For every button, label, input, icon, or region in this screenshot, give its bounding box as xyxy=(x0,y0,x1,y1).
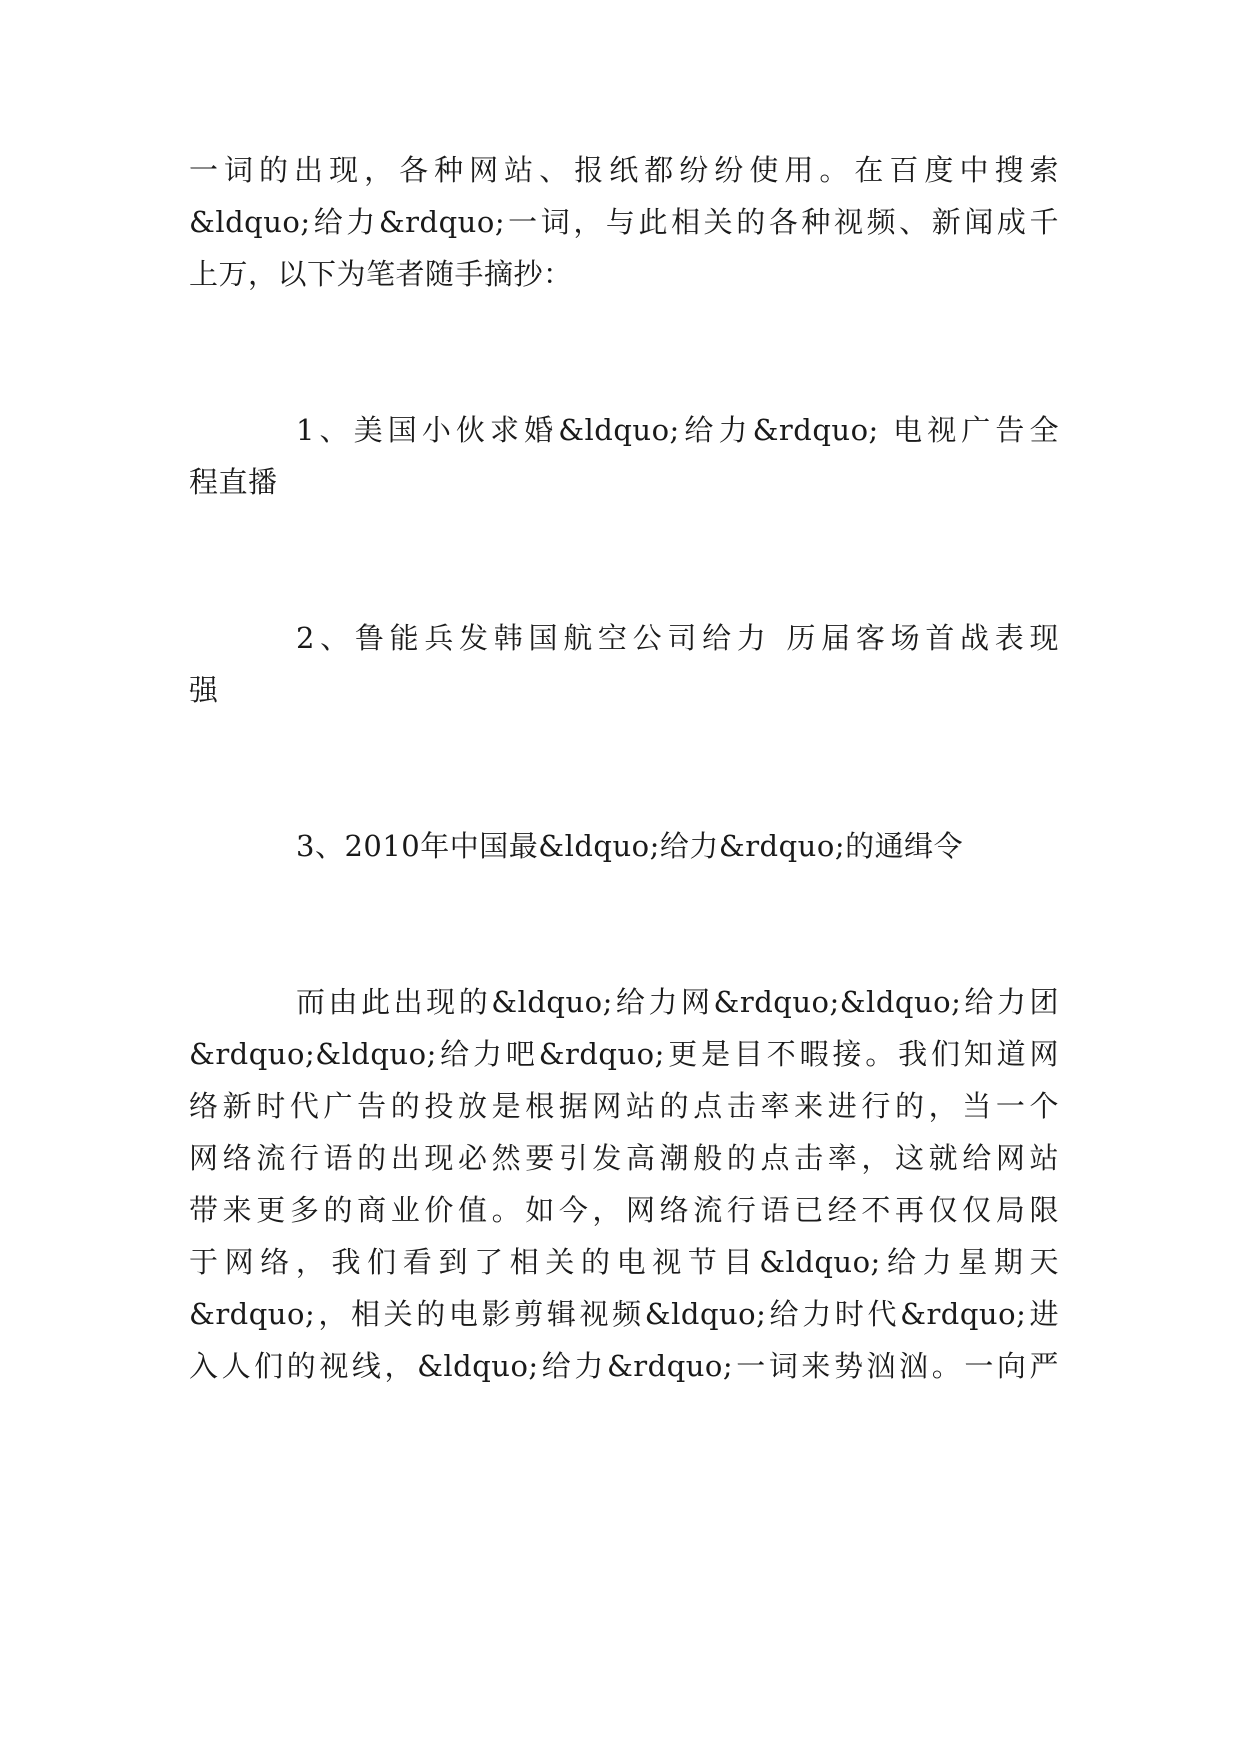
list-item-2-line-2: 强 xyxy=(189,673,219,707)
paragraph-1-line-1: 一词的出现，各种网站、报纸都纷纷使用。在百度中搜索 xyxy=(189,153,1059,187)
paragraph-5-line-4: 网络流行语的出现必然要引发高潮般的点击率，这就给网站 xyxy=(189,1141,1059,1175)
paragraph-1-line-2: &ldquo;给力&rdquo;一词，与此相关的各种视频、新闻成千 xyxy=(189,205,1059,239)
paragraph-5-line-1: 而由此出现的&ldquo;给力网&rdquo;&ldquo;给力团 xyxy=(296,985,1059,1019)
paragraph-5-line-7: &rdquo;，相关的电影剪辑视频&ldquo;给力时代&rdquo;进 xyxy=(189,1297,1059,1331)
paragraph-1-line-3: 上万，以下为笔者随手摘抄： xyxy=(189,257,573,291)
paragraph-5-line-3: 络新时代广告的投放是根据网站的点击率来进行的，当一个 xyxy=(189,1089,1059,1123)
paragraph-5-line-8: 入人们的视线，&ldquo;给力&rdquo;一词来势汹汹。一向严 xyxy=(189,1349,1059,1383)
paragraph-5-line-6: 于网络，我们看到了相关的电视节目&ldquo;给力星期天 xyxy=(189,1245,1059,1279)
list-item-3-line-1: 3、2010年中国最&ldquo;给力&rdquo;的通缉令 xyxy=(296,829,964,863)
list-item-2-line-1: 2、鲁能兵发韩国航空公司给力 历届客场首战表现 xyxy=(296,621,1059,655)
paragraph-5-line-2: &rdquo;&ldquo;给力吧&rdquo;更是目不暇接。我们知道网 xyxy=(189,1037,1059,1071)
paragraph-5-line-5: 带来更多的商业价值。如今，网络流行语已经不再仅仅局限 xyxy=(189,1193,1059,1227)
list-item-1-line-1: 1、美国小伙求婚&ldquo;给力&rdquo; 电视广告全 xyxy=(296,413,1059,447)
list-item-1-line-2: 程直播 xyxy=(189,465,278,499)
